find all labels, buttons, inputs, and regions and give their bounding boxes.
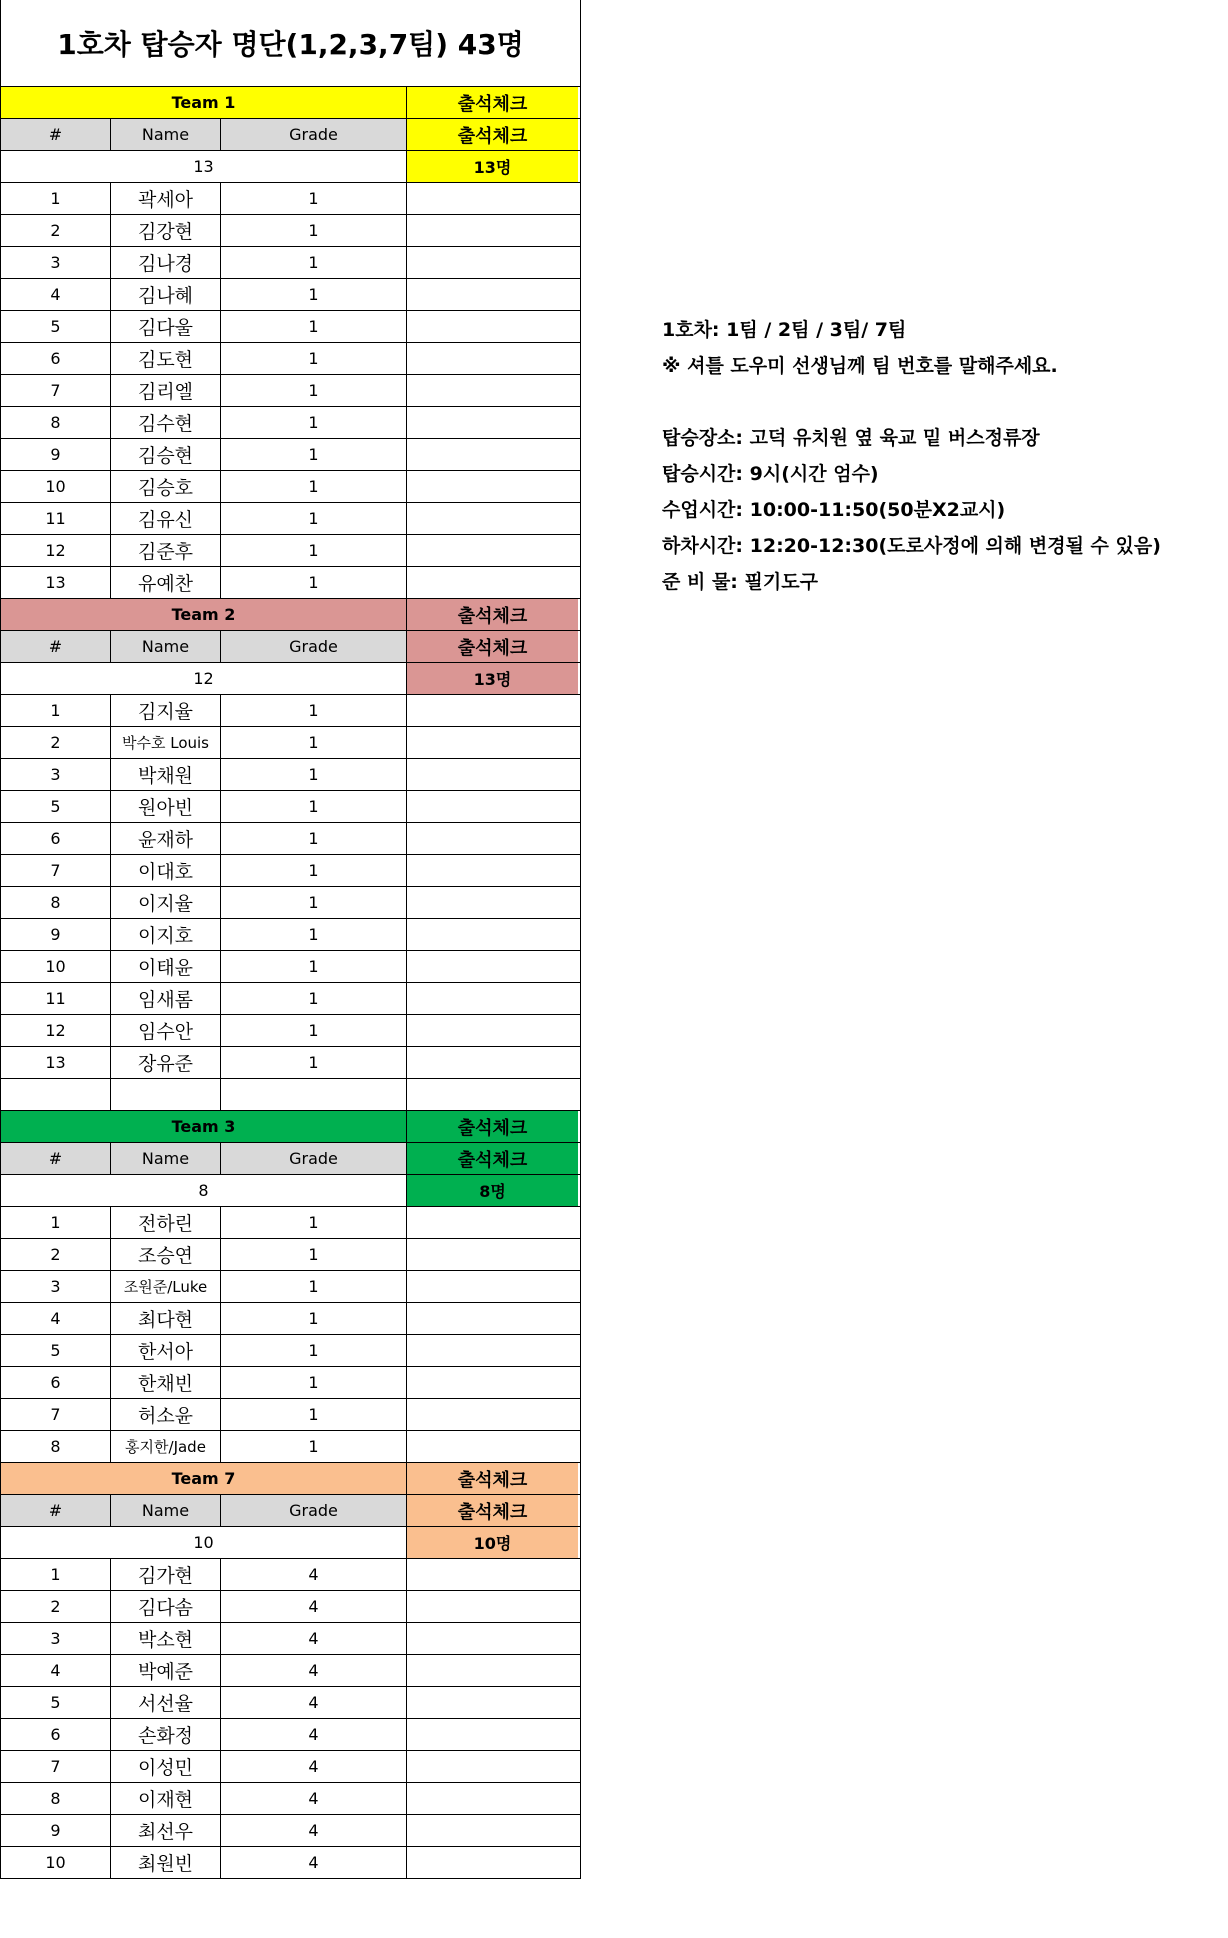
member-grade: 1 xyxy=(221,791,407,822)
table-row xyxy=(1,1399,580,1431)
member-grade: 1 xyxy=(221,279,407,310)
attendance-check-cell[interactable] xyxy=(407,983,578,1014)
member-grade: 1 xyxy=(221,1047,407,1078)
column-header-name: Name xyxy=(111,1143,221,1174)
member-number: 7 xyxy=(1,1751,111,1782)
page-title: 1호차 탑승자 명단(1,2,3,7팀) 43명 xyxy=(1,0,580,87)
team-label: Team 2 xyxy=(1,599,407,630)
member-number: 4 xyxy=(1,1655,111,1686)
attendance-check-cell[interactable] xyxy=(407,279,578,310)
notes-panel xyxy=(662,312,1161,600)
blank-cell xyxy=(221,1079,407,1110)
table-row xyxy=(1,535,580,567)
table-row xyxy=(1,183,580,215)
member-grade: 1 xyxy=(221,1239,407,1270)
member-number: 11 xyxy=(1,503,111,534)
member-name: 유예찬 xyxy=(111,567,221,598)
member-name: 최선우 xyxy=(111,1815,221,1846)
table-row xyxy=(1,1783,580,1815)
table-row xyxy=(1,1751,580,1783)
member-name: 김나경 xyxy=(111,247,221,278)
attendance-check-cell[interactable] xyxy=(407,1815,578,1846)
member-number: 1 xyxy=(1,1207,111,1238)
table-row xyxy=(1,791,580,823)
member-grade: 1 xyxy=(221,1207,407,1238)
member-grade: 1 xyxy=(221,183,407,214)
column-header-row xyxy=(1,119,580,151)
attendance-check-cell[interactable] xyxy=(407,695,578,726)
column-header-check: 출석체크 xyxy=(407,119,578,150)
member-name: 윤재하 xyxy=(111,823,221,854)
member-number: 9 xyxy=(1,919,111,950)
column-header-check: 출석체크 xyxy=(407,1495,578,1526)
attendance-check-cell[interactable] xyxy=(407,919,578,950)
member-name: 김가현 xyxy=(111,1559,221,1590)
member-number: 13 xyxy=(1,1047,111,1078)
table-row xyxy=(1,311,580,343)
member-name: 이지율 xyxy=(111,887,221,918)
attendance-check-cell[interactable] xyxy=(407,567,578,598)
member-name: 이지호 xyxy=(111,919,221,950)
column-header-name: Name xyxy=(111,119,221,150)
team-total-row xyxy=(1,1527,580,1559)
column-header-grade: Grade xyxy=(221,119,407,150)
member-grade: 1 xyxy=(221,215,407,246)
table-row xyxy=(1,1303,580,1335)
table-row xyxy=(1,407,580,439)
table-row xyxy=(1,983,580,1015)
column-header-grade: Grade xyxy=(221,1143,407,1174)
member-grade: 1 xyxy=(221,1271,407,1302)
blank-cell xyxy=(1,1079,111,1110)
table-row xyxy=(1,1815,580,1847)
member-number: 1 xyxy=(1,1559,111,1590)
attendance-check-cell[interactable] xyxy=(407,375,578,406)
attendance-check-cell[interactable] xyxy=(407,855,578,886)
table-row xyxy=(1,1047,580,1079)
member-grade: 1 xyxy=(221,1367,407,1398)
member-grade: 4 xyxy=(221,1815,407,1846)
member-number: 3 xyxy=(1,1271,111,1302)
table-row xyxy=(1,1847,580,1879)
note-supplies: 준 비 물: 필기도구 xyxy=(662,571,818,593)
column-header-check: 출석체크 xyxy=(407,631,578,662)
column-header-number: # xyxy=(1,119,111,150)
team-total-row xyxy=(1,663,580,695)
member-name: 서선율 xyxy=(111,1687,221,1718)
table-row xyxy=(1,279,580,311)
member-grade: 1 xyxy=(221,695,407,726)
member-number: 12 xyxy=(1,535,111,566)
member-name: 이재현 xyxy=(111,1783,221,1814)
attendance-check-cell[interactable] xyxy=(407,887,578,918)
member-number: 7 xyxy=(1,1399,111,1430)
member-number: 5 xyxy=(1,1335,111,1366)
team-total: 13 xyxy=(1,151,407,182)
member-name: 김승호 xyxy=(111,471,221,502)
attendance-check-cell[interactable] xyxy=(407,247,578,278)
member-number: 13 xyxy=(1,567,111,598)
attendance-check-cell[interactable] xyxy=(407,1687,578,1718)
attendance-check-cell[interactable] xyxy=(407,535,578,566)
table-row xyxy=(1,471,580,503)
attendance-check-cell[interactable] xyxy=(407,1783,578,1814)
attendance-check-cell[interactable] xyxy=(407,439,578,470)
table-row xyxy=(1,695,580,727)
member-name: 홍지한/Jade xyxy=(111,1431,221,1462)
teams-container xyxy=(1,87,580,1879)
member-grade: 4 xyxy=(221,1559,407,1590)
team-total: 12 xyxy=(1,663,407,694)
attendance-check-cell[interactable] xyxy=(407,759,578,790)
member-name: 박소현 xyxy=(111,1623,221,1654)
table-row xyxy=(1,919,580,951)
attendance-check-cell[interactable] xyxy=(407,343,578,374)
member-number: 3 xyxy=(1,759,111,790)
member-number: 5 xyxy=(1,311,111,342)
team-count-label: 13명 xyxy=(407,151,578,182)
table-row xyxy=(1,343,580,375)
member-grade: 4 xyxy=(221,1687,407,1718)
table-row xyxy=(1,1271,580,1303)
member-name: 김다솜 xyxy=(111,1591,221,1622)
member-name: 이대호 xyxy=(111,855,221,886)
member-number: 3 xyxy=(1,247,111,278)
note-boarding-time: 탑승시간: 9시(시간 엄수) xyxy=(662,463,879,485)
member-number: 10 xyxy=(1,471,111,502)
member-grade: 4 xyxy=(221,1847,407,1878)
member-grade: 1 xyxy=(221,1399,407,1430)
table-row xyxy=(1,375,580,407)
team-label: Team 7 xyxy=(1,1463,407,1494)
member-name: 김수현 xyxy=(111,407,221,438)
member-number: 10 xyxy=(1,951,111,982)
member-number: 7 xyxy=(1,855,111,886)
attendance-check-cell[interactable] xyxy=(407,1335,578,1366)
member-grade: 4 xyxy=(221,1783,407,1814)
table-row xyxy=(1,1015,580,1047)
member-number: 2 xyxy=(1,1591,111,1622)
table-row xyxy=(1,1559,580,1591)
attendance-check-cell[interactable] xyxy=(407,727,578,758)
member-name: 한서아 xyxy=(111,1335,221,1366)
member-grade: 1 xyxy=(221,471,407,502)
attendance-check-label: 출석체크 xyxy=(407,1463,578,1494)
member-name: 최원빈 xyxy=(111,1847,221,1878)
note-dropoff-time: 하차시간: 12:20-12:30(도로사정에 의해 변경될 수 있음) xyxy=(662,535,1161,557)
member-name: 전하린 xyxy=(111,1207,221,1238)
attendance-check-cell[interactable] xyxy=(407,1431,578,1462)
attendance-check-cell[interactable] xyxy=(407,471,578,502)
attendance-check-cell[interactable] xyxy=(407,1559,578,1590)
member-grade: 1 xyxy=(221,503,407,534)
column-header-check: 출석체크 xyxy=(407,1143,578,1174)
member-number: 7 xyxy=(1,375,111,406)
attendance-check-cell[interactable] xyxy=(407,183,578,214)
attendance-check-cell[interactable] xyxy=(407,1399,578,1430)
attendance-check-cell[interactable] xyxy=(407,791,578,822)
member-grade: 1 xyxy=(221,535,407,566)
member-name: 조승연 xyxy=(111,1239,221,1270)
member-grade: 4 xyxy=(221,1591,407,1622)
member-number: 11 xyxy=(1,983,111,1014)
column-header-number: # xyxy=(1,1495,111,1526)
team-total-row xyxy=(1,151,580,183)
column-header-number: # xyxy=(1,631,111,662)
table-row xyxy=(1,1719,580,1751)
table-row xyxy=(1,439,580,471)
table-row xyxy=(1,887,580,919)
attendance-check-cell[interactable] xyxy=(407,215,578,246)
attendance-check-cell[interactable] xyxy=(407,1271,578,1302)
member-number: 2 xyxy=(1,727,111,758)
member-grade: 4 xyxy=(221,1751,407,1782)
column-header-grade: Grade xyxy=(221,1495,407,1526)
note-gap xyxy=(662,384,1161,420)
attendance-check-cell[interactable] xyxy=(407,1719,578,1750)
member-name: 김유신 xyxy=(111,503,221,534)
member-name: 손화정 xyxy=(111,1719,221,1750)
member-name: 김강현 xyxy=(111,215,221,246)
member-name: 최다현 xyxy=(111,1303,221,1334)
member-name: 이성민 xyxy=(111,1751,221,1782)
attendance-check-cell[interactable] xyxy=(407,407,578,438)
blank-cell xyxy=(111,1079,221,1110)
table-row xyxy=(1,951,580,983)
attendance-check-label: 출석체크 xyxy=(407,1111,578,1142)
member-name: 김도현 xyxy=(111,343,221,374)
table-row xyxy=(1,1367,580,1399)
member-grade: 1 xyxy=(221,951,407,982)
table-row xyxy=(1,1591,580,1623)
member-number: 9 xyxy=(1,439,111,470)
blank-cell xyxy=(407,1079,578,1110)
member-name: 김지율 xyxy=(111,695,221,726)
member-name: 박수호 Louis xyxy=(111,727,221,758)
member-grade: 4 xyxy=(221,1623,407,1654)
team-count-label: 8명 xyxy=(407,1175,578,1206)
member-number: 2 xyxy=(1,1239,111,1270)
member-grade: 4 xyxy=(221,1719,407,1750)
member-grade: 1 xyxy=(221,407,407,438)
table-row xyxy=(1,1655,580,1687)
attendance-check-cell[interactable] xyxy=(407,1751,578,1782)
member-name: 박예준 xyxy=(111,1655,221,1686)
member-grade: 1 xyxy=(221,887,407,918)
member-name: 박채원 xyxy=(111,759,221,790)
member-grade: 1 xyxy=(221,855,407,886)
column-header-number: # xyxy=(1,1143,111,1174)
table-row xyxy=(1,1335,580,1367)
attendance-check-cell[interactable] xyxy=(407,1367,578,1398)
attendance-check-cell[interactable] xyxy=(407,951,578,982)
column-header-name: Name xyxy=(111,631,221,662)
attendance-check-cell[interactable] xyxy=(407,1207,578,1238)
member-number: 8 xyxy=(1,407,111,438)
member-name: 김준후 xyxy=(111,535,221,566)
member-grade: 4 xyxy=(221,1655,407,1686)
member-name: 김다울 xyxy=(111,311,221,342)
member-grade: 1 xyxy=(221,919,407,950)
table-row xyxy=(1,727,580,759)
note-boarding-place: 탑승장소: 고덕 유치원 옆 육교 밑 버스정류장 xyxy=(662,427,1040,449)
table-row xyxy=(1,567,580,599)
member-number: 6 xyxy=(1,343,111,374)
table-row xyxy=(1,215,580,247)
member-number: 4 xyxy=(1,1303,111,1334)
member-name: 조원준/Luke xyxy=(111,1271,221,1302)
attendance-check-label: 출석체크 xyxy=(407,87,578,118)
column-header-row xyxy=(1,1495,580,1527)
note-bus-teams: 1호차: 1팀 / 2팀 / 3팀/ 7팀 xyxy=(662,319,907,341)
table-row xyxy=(1,759,580,791)
attendance-check-cell[interactable] xyxy=(407,1847,578,1878)
member-name: 한채빈 xyxy=(111,1367,221,1398)
member-grade: 1 xyxy=(221,1335,407,1366)
note-class-time: 수업시간: 10:00-11:50(50분X2교시) xyxy=(662,499,1006,521)
team-total-row xyxy=(1,1175,580,1207)
member-number: 1 xyxy=(1,183,111,214)
attendance-check-cell[interactable] xyxy=(407,1591,578,1622)
member-grade: 1 xyxy=(221,1431,407,1462)
table-row xyxy=(1,1687,580,1719)
member-grade: 1 xyxy=(221,439,407,470)
member-grade: 1 xyxy=(221,823,407,854)
member-number: 6 xyxy=(1,1719,111,1750)
column-header-name: Name xyxy=(111,1495,221,1526)
attendance-check-cell[interactable] xyxy=(407,503,578,534)
member-grade: 1 xyxy=(221,247,407,278)
team-total: 8 xyxy=(1,1175,407,1206)
member-number: 8 xyxy=(1,1431,111,1462)
member-number: 5 xyxy=(1,1687,111,1718)
member-number: 8 xyxy=(1,887,111,918)
member-number: 12 xyxy=(1,1015,111,1046)
table-row xyxy=(1,247,580,279)
table-row xyxy=(1,503,580,535)
team-label-row xyxy=(1,1111,580,1143)
member-number: 9 xyxy=(1,1815,111,1846)
member-grade: 1 xyxy=(221,727,407,758)
member-number: 6 xyxy=(1,1367,111,1398)
member-grade: 1 xyxy=(221,983,407,1014)
member-grade: 1 xyxy=(221,343,407,374)
member-number: 10 xyxy=(1,1847,111,1878)
team-count-label: 10명 xyxy=(407,1527,578,1558)
table-row xyxy=(1,1623,580,1655)
attendance-check-cell[interactable] xyxy=(407,823,578,854)
member-name: 임수안 xyxy=(111,1015,221,1046)
team-label-row xyxy=(1,87,580,119)
member-grade: 1 xyxy=(221,1303,407,1334)
member-name: 김승현 xyxy=(111,439,221,470)
member-number: 5 xyxy=(1,791,111,822)
team-label: Team 3 xyxy=(1,1111,407,1142)
note-tell-team: ※ 셔틀 도우미 선생님께 팀 번호를 말해주세요. xyxy=(662,355,1058,377)
table-row xyxy=(1,855,580,887)
member-grade: 1 xyxy=(221,311,407,342)
table-row xyxy=(1,1239,580,1271)
table-row xyxy=(1,1431,580,1463)
member-name: 김나혜 xyxy=(111,279,221,310)
member-name: 임새롬 xyxy=(111,983,221,1014)
attendance-check-label: 출석체크 xyxy=(407,599,578,630)
member-number: 6 xyxy=(1,823,111,854)
table-row xyxy=(1,1207,580,1239)
member-number: 1 xyxy=(1,695,111,726)
member-name: 원아빈 xyxy=(111,791,221,822)
team-label-row xyxy=(1,599,580,631)
member-grade: 1 xyxy=(221,375,407,406)
blank-row xyxy=(1,1079,580,1111)
member-name: 이태윤 xyxy=(111,951,221,982)
member-name: 장유준 xyxy=(111,1047,221,1078)
column-header-grade: Grade xyxy=(221,631,407,662)
attendance-check-cell[interactable] xyxy=(407,1655,578,1686)
team-label: Team 1 xyxy=(1,87,407,118)
member-grade: 1 xyxy=(221,567,407,598)
table-row xyxy=(1,823,580,855)
member-name: 곽세아 xyxy=(111,183,221,214)
attendance-check-cell[interactable] xyxy=(407,1623,578,1654)
member-number: 8 xyxy=(1,1783,111,1814)
member-name: 김리엘 xyxy=(111,375,221,406)
member-number: 3 xyxy=(1,1623,111,1654)
member-grade: 1 xyxy=(221,759,407,790)
attendance-check-cell[interactable] xyxy=(407,1047,578,1078)
roster-sheet xyxy=(0,0,581,1879)
team-count-label: 13명 xyxy=(407,663,578,694)
member-number: 2 xyxy=(1,215,111,246)
member-number: 4 xyxy=(1,279,111,310)
column-header-row xyxy=(1,1143,580,1175)
member-name: 허소윤 xyxy=(111,1399,221,1430)
attendance-check-cell[interactable] xyxy=(407,1239,578,1270)
column-header-row xyxy=(1,631,580,663)
attendance-check-cell[interactable] xyxy=(407,311,578,342)
attendance-check-cell[interactable] xyxy=(407,1015,578,1046)
attendance-check-cell[interactable] xyxy=(407,1303,578,1334)
team-total: 10 xyxy=(1,1527,407,1558)
team-label-row xyxy=(1,1463,580,1495)
member-grade: 1 xyxy=(221,1015,407,1046)
